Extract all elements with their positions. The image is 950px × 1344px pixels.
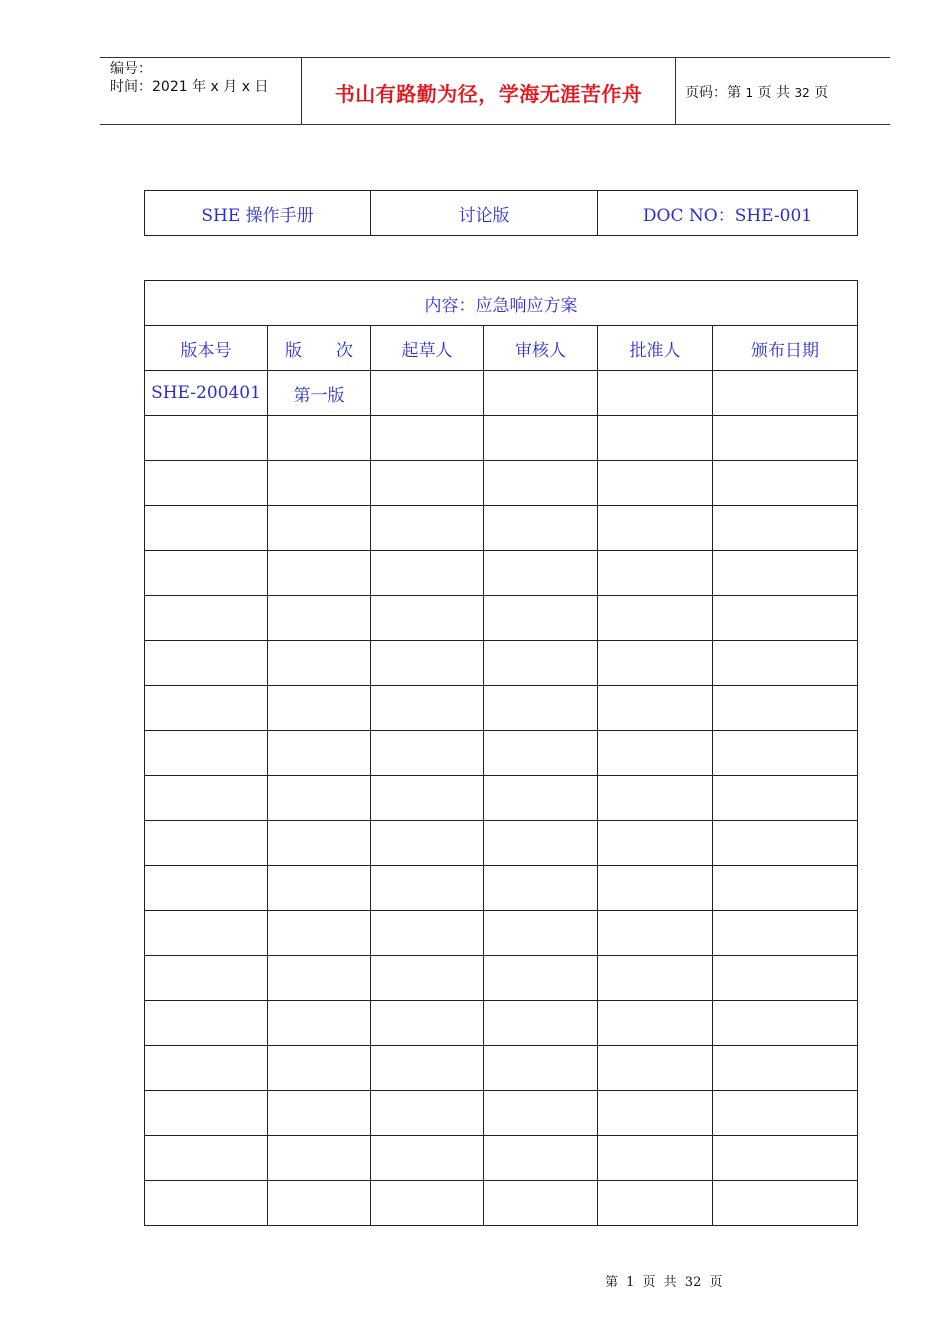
table-cell — [598, 956, 713, 1001]
table-cell — [713, 1001, 858, 1046]
table-cell — [145, 1091, 268, 1136]
header-page-counter — [685, 82, 828, 102]
table-cell — [268, 1136, 371, 1181]
doc-number: DOC NO：SHE-001 — [598, 191, 858, 236]
table-row — [145, 1046, 858, 1091]
table-cell — [713, 1091, 858, 1136]
header-divider — [675, 57, 676, 125]
table-cell — [484, 866, 598, 911]
table-cell — [371, 686, 484, 731]
table-cell — [598, 461, 713, 506]
manual-name: SHE 操作手册 — [145, 191, 371, 236]
table-cell — [371, 1181, 484, 1226]
table-row — [145, 776, 858, 821]
header-motto: 书山有路勤为径，学海无涯苦作舟 — [334, 82, 643, 106]
table-row — [145, 416, 858, 461]
table-row — [145, 821, 858, 866]
table-row — [145, 686, 858, 731]
table-cell — [371, 1001, 484, 1046]
table-cell — [268, 686, 371, 731]
table-cell — [268, 506, 371, 551]
table-cell — [371, 821, 484, 866]
table-cell — [371, 371, 484, 416]
table-cell — [145, 1136, 268, 1181]
table-cell — [598, 551, 713, 596]
table-cell — [145, 731, 268, 776]
doc-info-table — [144, 190, 858, 236]
table-cell — [713, 1136, 858, 1181]
table-cell — [145, 1181, 268, 1226]
table-cell — [598, 731, 713, 776]
table-cell — [145, 506, 268, 551]
table-cell — [484, 461, 598, 506]
table-cell — [268, 1181, 371, 1226]
table-cell — [598, 1181, 713, 1226]
table-row — [145, 641, 858, 686]
column-header: 批准人 — [598, 326, 713, 371]
table-cell — [484, 551, 598, 596]
table-cell — [268, 641, 371, 686]
table-row — [145, 1091, 858, 1136]
revision-title-row — [145, 281, 858, 326]
table-cell — [145, 641, 268, 686]
table-cell — [713, 911, 858, 956]
table-cell — [713, 551, 858, 596]
table-cell — [484, 686, 598, 731]
table-cell — [371, 1136, 484, 1181]
table-cell — [484, 1001, 598, 1046]
table-cell — [268, 1091, 371, 1136]
table-cell — [145, 596, 268, 641]
table-cell — [145, 956, 268, 1001]
table-cell — [268, 596, 371, 641]
table-cell — [598, 686, 713, 731]
table-row — [145, 866, 858, 911]
table-cell — [268, 1046, 371, 1091]
table-row — [145, 551, 858, 596]
table-cell — [484, 1046, 598, 1091]
table-cell — [145, 1001, 268, 1046]
table-cell — [713, 461, 858, 506]
table-cell — [145, 1046, 268, 1091]
column-header: 版 次 — [268, 326, 371, 371]
table-cell — [713, 866, 858, 911]
table-cell — [713, 776, 858, 821]
table-cell — [713, 686, 858, 731]
table-cell — [371, 506, 484, 551]
table-cell — [713, 596, 858, 641]
table-cell — [598, 641, 713, 686]
table-cell — [268, 461, 371, 506]
table-cell — [484, 1091, 598, 1136]
table-cell — [268, 416, 371, 461]
page-mid: 页 共 — [757, 85, 790, 101]
table-cell — [598, 371, 713, 416]
table-cell — [371, 866, 484, 911]
table-cell — [484, 596, 598, 641]
revision-table-title: 内容：应急响应方案 — [145, 281, 858, 326]
table-cell — [713, 1181, 858, 1226]
page-end: 页 — [814, 85, 829, 101]
table-cell — [371, 596, 484, 641]
revision-header-row — [145, 326, 858, 371]
table-cell — [598, 1136, 713, 1181]
page-label: 页码：第 — [685, 85, 741, 101]
table-cell — [268, 821, 371, 866]
table-row — [145, 596, 858, 641]
table-cell — [371, 1046, 484, 1091]
table-cell — [598, 821, 713, 866]
table-cell — [713, 416, 858, 461]
table-cell — [598, 911, 713, 956]
table-cell — [713, 506, 858, 551]
table-cell — [484, 641, 598, 686]
table-cell — [484, 1136, 598, 1181]
table-cell — [598, 866, 713, 911]
revision-table — [144, 280, 858, 1226]
table-cell — [371, 911, 484, 956]
table-cell — [713, 641, 858, 686]
table-cell — [145, 686, 268, 731]
table-cell — [145, 461, 268, 506]
table-cell — [371, 551, 484, 596]
header-meta — [110, 60, 268, 96]
column-header: 颁布日期 — [713, 326, 858, 371]
table-row — [145, 461, 858, 506]
table-row — [145, 371, 858, 416]
table-cell — [484, 416, 598, 461]
table-cell — [268, 956, 371, 1001]
table-cell — [713, 371, 858, 416]
version-type: 讨论版 — [371, 191, 598, 236]
page-footer: 第 1 页 共 32 页 — [605, 1275, 723, 1290]
table-cell — [145, 866, 268, 911]
table-cell — [598, 776, 713, 821]
table-cell — [598, 1001, 713, 1046]
table-cell — [268, 551, 371, 596]
table-cell — [484, 821, 598, 866]
page-current: 1 — [745, 86, 754, 100]
table-cell — [484, 776, 598, 821]
table-row — [145, 1001, 858, 1046]
table-cell — [713, 956, 858, 1001]
table-cell — [598, 416, 713, 461]
page-total: 32 — [794, 86, 810, 100]
table-cell — [268, 731, 371, 776]
table-cell — [484, 731, 598, 776]
document-number-label: 编号： — [110, 61, 152, 77]
table-row — [145, 731, 858, 776]
table-row — [145, 1181, 858, 1226]
document-time-label: 时间：2021 年 x 月 x 日 — [110, 79, 269, 95]
table-row — [145, 956, 858, 1001]
table-cell — [713, 731, 858, 776]
table-row — [145, 506, 858, 551]
table-cell: SHE-200401 — [145, 371, 268, 416]
table-row — [145, 1136, 858, 1181]
table-cell — [145, 821, 268, 866]
table-cell — [713, 821, 858, 866]
table-cell — [145, 776, 268, 821]
table-cell — [268, 866, 371, 911]
table-cell — [371, 956, 484, 1001]
table-cell — [145, 551, 268, 596]
header-bottom-rule — [100, 124, 890, 125]
column-header: 起草人 — [371, 326, 484, 371]
column-header: 审核人 — [484, 326, 598, 371]
table-cell — [268, 911, 371, 956]
table-cell — [371, 1091, 484, 1136]
table-cell — [484, 371, 598, 416]
table-cell — [713, 1046, 858, 1091]
table-cell — [268, 1001, 371, 1046]
table-cell — [484, 1181, 598, 1226]
table-cell — [484, 506, 598, 551]
table-cell — [371, 776, 484, 821]
table-cell — [484, 911, 598, 956]
header-top-rule — [100, 57, 890, 58]
table-cell — [145, 911, 268, 956]
table-cell — [484, 956, 598, 1001]
table-cell — [145, 416, 268, 461]
table-cell: 第一版 — [268, 371, 371, 416]
table-cell — [371, 461, 484, 506]
doc-info-row — [145, 191, 858, 236]
table-cell — [371, 416, 484, 461]
table-cell — [598, 1046, 713, 1091]
column-header: 版本号 — [145, 326, 268, 371]
table-cell — [268, 776, 371, 821]
table-cell — [371, 731, 484, 776]
table-row — [145, 911, 858, 956]
table-cell — [598, 596, 713, 641]
table-cell — [371, 641, 484, 686]
table-cell — [598, 1091, 713, 1136]
table-cell — [598, 506, 713, 551]
